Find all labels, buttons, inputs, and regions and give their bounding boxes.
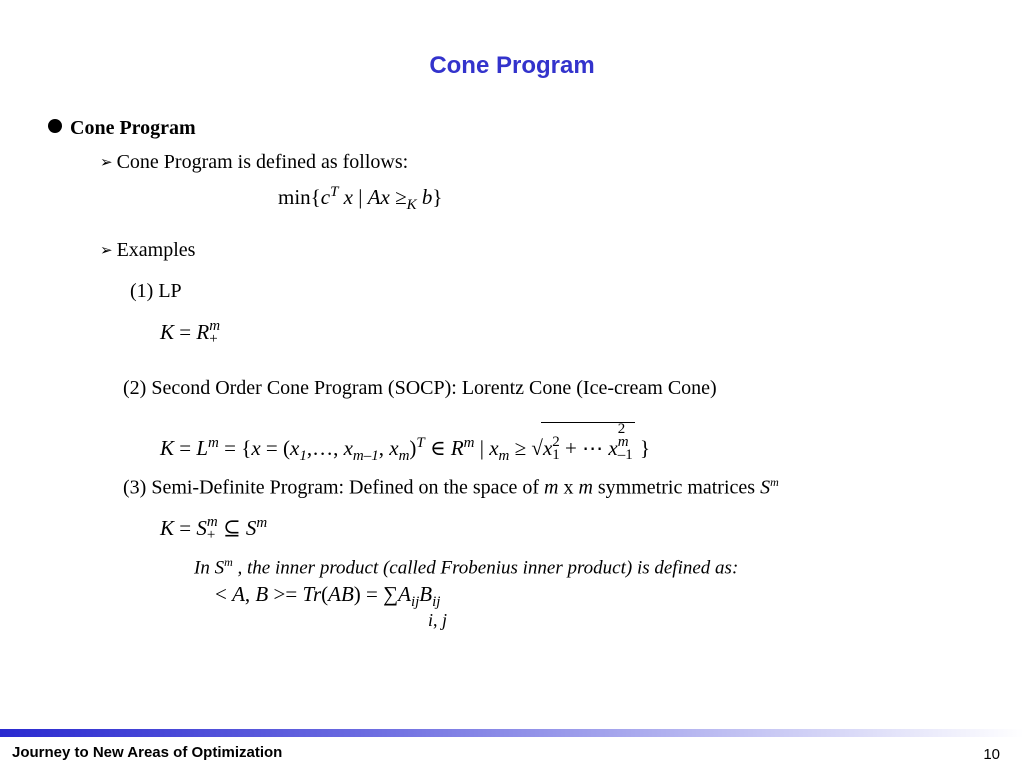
bullet-dot-icon [48,119,62,133]
lp-cone-formula: K = R m + [160,318,221,347]
sdp-m1: m [543,476,559,499]
example-sdp-label [123,475,779,500]
footer-title: Journey to New Areas of Optimization [12,744,283,761]
frobenius-formula: < A, $B >= Tr(AB) = \sum A_{ij}B_{ij}$ [215,582,441,611]
page-title: Cone Program [429,52,595,79]
bullet-label: Cone Program [70,117,196,139]
definition-line [100,151,408,174]
note-sup: m [224,555,233,569]
sdp-cone-formula: K = S m + ⊆ $S^m$ [160,514,268,543]
bullet-cone-program [48,117,196,140]
footer-gradient-bar [0,729,1024,737]
example-lp-label: (1) LP [130,280,182,302]
sdp-text-mid: symmetric matrices [592,476,761,499]
cone-program-formula: $\min\{c^T$ x | $Ax \ge_K$ b} [278,184,443,214]
lorentz-cone-formula: $K = L^m = \{x$ = ($x_1,\dots$, $x_{m-1}$, $x_m)^T$ ∈ $R^m$ | $x_m \ge √x$ 2 1 + ⋯ x 2 m –1 } [160,421,651,465]
examples-line [100,239,195,262]
example-socp-label: (2) Second Order Cone Program (SOCP): Lorentz Cone (Ice-cream Cone) [123,377,717,399]
arrow-bullet-icon: ➢ [100,241,113,259]
note-in-s: In S [194,557,225,579]
arrow-bullet-icon: ➢ [100,153,113,171]
frobenius-sum-index: i, j [428,610,448,630]
sdp-m2: m [578,476,593,499]
sdp-x: x [558,476,579,499]
page-number: 10 [983,746,1000,763]
frobenius-note [194,555,738,579]
sdp-s: S [760,476,771,499]
definition-text: Cone Program is defined as follows: [116,151,409,173]
note-rest: , the inner product (called Frobenius inner product) is defined as: [232,557,739,579]
sdp-text-prefix: (3) Semi-Definite Program: Defined on the space of [123,476,544,499]
sdp-s-sup: m [770,475,779,489]
examples-label: Examples [116,239,196,261]
